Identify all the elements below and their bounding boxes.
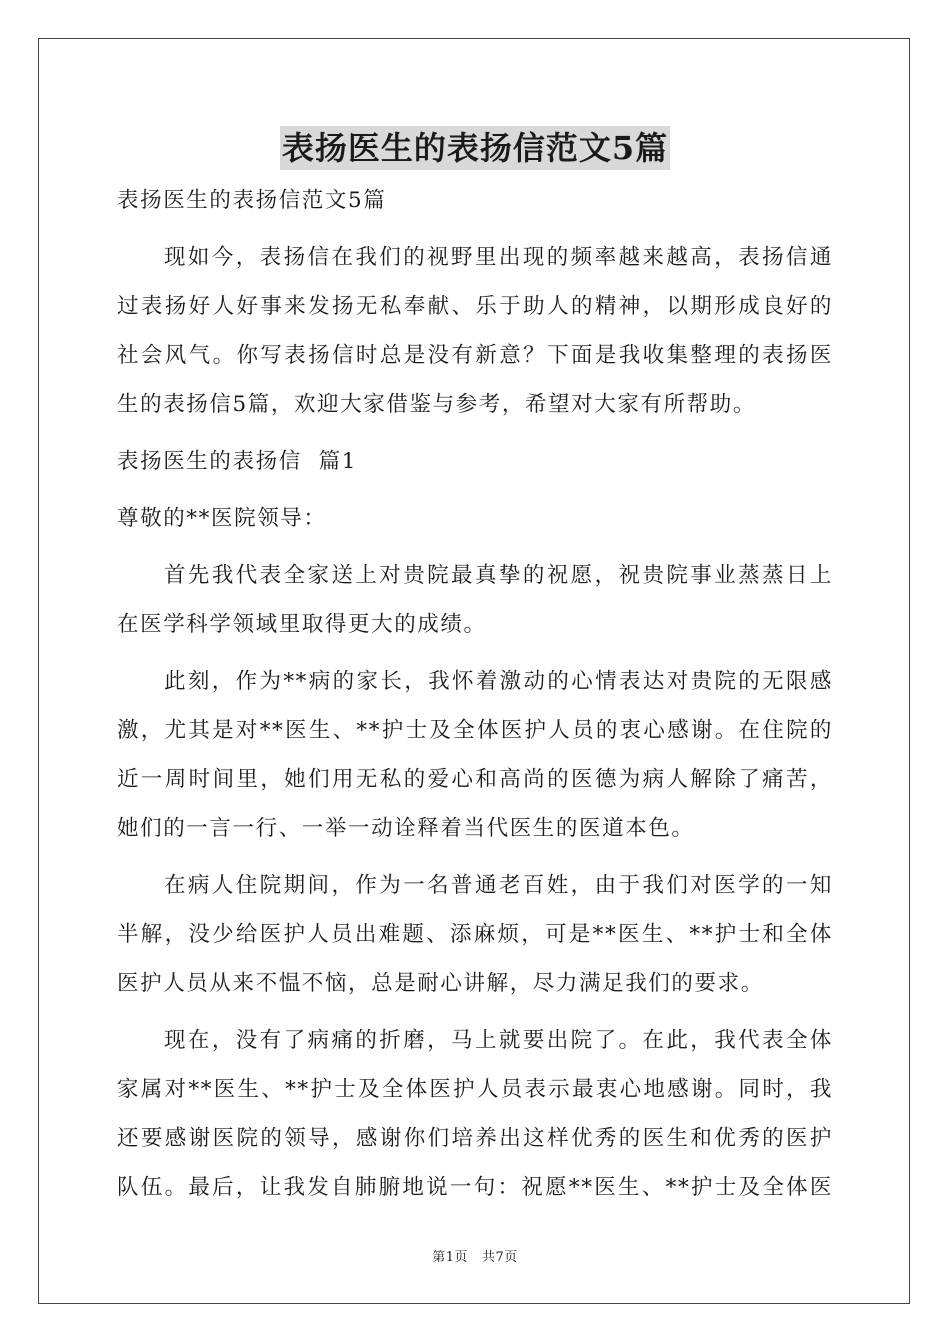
section-heading: 表扬医生的表扬信 篇1 — [117, 449, 358, 474]
paragraph-line: 半解，没少给医护人员出难题、添麻烦，可是**医生、**护士和全体 — [117, 922, 833, 947]
document-title: 表扬医生的表扬信范文5篇 — [280, 126, 670, 170]
paragraph-line: 近一周时间里，她们用无私的爱心和高尚的医德为病人解除了痛苦， — [117, 767, 833, 792]
paragraph-1 — [117, 551, 833, 649]
paragraph-line: 生的表扬信5篇，欢迎大家借鉴与参考，希望对大家有所帮助。 — [117, 392, 756, 417]
paragraph-line: 过表扬好人好事来发扬无私奉献、乐于助人的精神，以期形成良好的 — [117, 294, 833, 319]
paragraph-line: 医护人员从来不愠不恼，总是耐心讲解，尽力满足我们的要求。 — [117, 971, 764, 996]
paragraph-3 — [117, 861, 833, 1008]
paragraph-line: 家属对**医生、**护士及全体医护人员表示最衷心地感谢。同时，我 — [117, 1077, 833, 1102]
paragraph-line: 现在，没有了病痛的折磨，马上就要出院了。在此，我代表全体 — [164, 1028, 833, 1053]
paragraph-line: 队伍。最后，让我发自肺腑地说一句：祝愿**医生、**护士及全体医 — [117, 1175, 833, 1200]
salutation: 尊敬的**医院领导： — [117, 506, 327, 531]
paragraph-line: 在病人住院期间，作为一名普通老百姓，由于我们对医学的一知 — [164, 873, 833, 898]
paragraph-4 — [117, 1016, 833, 1212]
intro-paragraph — [117, 233, 833, 429]
paragraph-line: 激，尤其是对**医生、**护士及全体医护人员的衷心感谢。在住院的 — [117, 718, 833, 743]
document-body — [117, 176, 833, 1220]
paragraph-2 — [117, 657, 833, 853]
paragraph-line: 社会风气。你写表扬信时总是没有新意？下面是我收集整理的表扬医 — [117, 343, 833, 368]
paragraph-line: 在医学科学领域里取得更大的成绩。 — [117, 612, 487, 637]
page-total: 共7页 — [482, 1250, 518, 1265]
title-wrap — [0, 126, 950, 170]
document-subtitle: 表扬医生的表扬信范文5篇 — [117, 188, 387, 213]
paragraph-line: 还要感谢医院的领导，感谢你们培养出这样优秀的医生和优秀的医护 — [117, 1126, 833, 1151]
paragraph-line: 首先我代表全家送上对贵院最真挚的祝愿，祝贵院事业蒸蒸日上 — [164, 563, 833, 588]
page-footer — [0, 1246, 950, 1265]
page-number: 第1页 — [432, 1250, 468, 1265]
paragraph-line: 此刻，作为**病的家长，我怀着激动的心情表达对贵院的无限感 — [164, 669, 833, 694]
paragraph-line: 她们的一言一行、一举一动诠释着当代医生的医道本色。 — [117, 816, 695, 841]
paragraph-line: 现如今，表扬信在我们的视野里出现的频率越来越高，表扬信通 — [164, 245, 833, 270]
